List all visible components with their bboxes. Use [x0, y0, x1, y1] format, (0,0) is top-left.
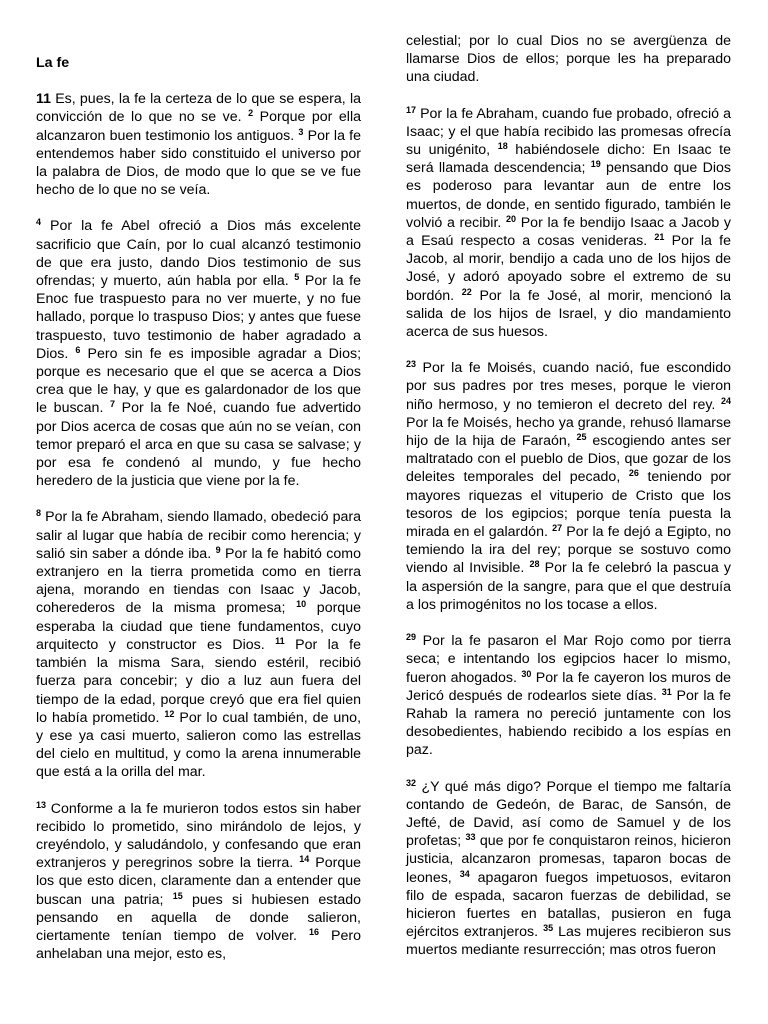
paragraph [406, 32, 731, 87]
left-column [36, 32, 361, 981]
verse-text: teniendo por mayores riquezas el vituperio de Cristo que los tesoros de los egipcios; porque tenía puesta la mirada en el galardón. [406, 469, 731, 541]
verse-text: Por la fe Moisés, hecho ya grande, rehusó llamarse hijo de la hija de Faraón, [406, 414, 731, 450]
paragraph [406, 778, 731, 960]
paragraph [406, 105, 731, 342]
verse-text: pensando que Dios es poderoso para levantar aun de entre los muertos, de donde, en sentido figurado, también le volvió a recibir. [406, 160, 731, 231]
verse-text: escogiendo antes ser maltratado con el pueblo de Dios, que gozar de los deleites temporales del pecado, [406, 433, 731, 486]
verse-text: ¿Y qué más digo? Porque el tiempo me faltaría contando de Gedeón, de Barac, de Sansón, de Jefté, de David, así como de Samuel y de los profetas; [406, 778, 731, 850]
verse-text: . [99, 400, 111, 417]
right-column [406, 32, 731, 978]
paragraph [36, 508, 361, 781]
verse-text: Por la fe José, al morir, mencionó la salida de los hijos de Israel, y dio mandamiento acerca de sus huesos. [406, 287, 731, 341]
verse-text: habiéndosele dicho: En Isaac te será llamada descendencia; [406, 142, 731, 177]
verse-text: Por la fe Moisés, cuando nació, fue escondido por sus padres por tres meses, porque le vieron niño hermoso, y no temieron el decreto del rey. [406, 360, 731, 413]
verse-text: . [237, 109, 249, 126]
verse-text: Porque por ella alcanzaron buen testimonio los antiguos. [36, 109, 361, 144]
verse-text: porque esperaba la ciudad que tiene fundamentos, cuyo arquitecto y constructor es Dios. [36, 600, 361, 653]
verse-number: 32 [406, 777, 417, 788]
verse-text: celestial; por lo cual Dios no se avergüenza de llamarse Dios de ellos; porque les ha preparado una ciudad. [406, 33, 731, 86]
verse-text: Por la fe también la misma Sara, siendo estéril, recibió fuerza para concebir; y dio a luz aun fuera del tiempo de la edad, porque creyó que era fiel quien lo había prometido. [36, 636, 362, 726]
verse-number: 22 [461, 286, 472, 297]
verse-number: 8 [36, 508, 42, 519]
verse-text: Es, pues, la fe la certeza de lo que se espera, la convicción de lo que no se ve [36, 91, 361, 126]
verse-number: 21 [654, 232, 665, 243]
verse-text: Porque los que esto dicen, claramente dan a entender que buscan una patria; [36, 855, 361, 908]
paragraph [406, 632, 731, 759]
verse-number: 25 [576, 432, 587, 443]
verse-number: 11 [275, 635, 285, 646]
verse-number: 14 [299, 854, 310, 865]
verse-number: 24 [720, 395, 731, 406]
verse-number: 29 [406, 632, 417, 643]
verse-number: 6 [75, 344, 81, 355]
verse-text: que por fe conquistaron reinos, hicieron justicia, alcanzaron promesas, taparon bocas de leones, [406, 833, 731, 886]
verse-number: 28 [529, 559, 540, 570]
verse-text: Por la fe Noé, cuando fue advertido por Dios acerca de cosas que aún no se veían, con temor preparó el arca en que su casa se salvase; y por esa fe condenó al mundo, y fue hecho heredero de la justicia que viene por la fe. [36, 400, 362, 490]
verse-text: Por la fe habitó como extranjero en la tierra prometida como en tierra ajena, morando en tiendas con Isaac y Jacob, coherederos de la misma promesa; [36, 545, 361, 617]
verse-number: 7 [110, 399, 116, 410]
verse-text: Por la fe cayeron los muros de Jericó después de rodearlos siete días. [406, 669, 731, 704]
verse-number: 16 [308, 926, 319, 937]
verse-number: 30 [521, 668, 532, 679]
paragraph [36, 800, 361, 964]
verse-number: 10 [296, 599, 307, 610]
verse-number: 5 [294, 272, 300, 283]
verse-text: Por la fe entendemos haber sido constituido el universo por la palabra de Dios, de modo que lo que se ve fue hecho de lo que no se veía. [36, 127, 362, 199]
verse-text: pues si hubiesen estado pensando en aquella de donde salieron, ciertamente tenían tiempo de volver. [36, 891, 361, 944]
verse-text: Las mujeres recibieron sus muertos mediante resurrección; mas otros fueron [406, 924, 731, 959]
page-title: La fe [36, 55, 70, 71]
verse-text: Por la fe dejó a Egipto, no temiendo la ira del rey; porque se sostuvo como viendo al Invisible. [406, 524, 731, 577]
paragraph [36, 90, 361, 199]
verse-number: 20 [506, 213, 517, 224]
verse-number: 17 [406, 104, 417, 115]
verse-number: 34 [459, 868, 470, 879]
verse-number: 27 [552, 523, 563, 534]
verse-number: 2 [248, 108, 254, 119]
verse-text: Por la fe Abraham, cuando fue probado, ofreció a Isaac; y el que había recibido las promesas ofrecía su unigénito, [406, 105, 731, 159]
paragraph [36, 217, 361, 490]
verse-text: apagaron fuegos impetuosos, evitaron filo de espada, sacaron fuerzas de debilidad, se hicieron fuertes en batallas, pusieron en fuga ejércitos extranjeros. [406, 869, 731, 941]
verse-number: 4 [36, 217, 42, 228]
verse-number: 31 [661, 686, 672, 697]
verse-text: Por lo cual también, de uno, y ese ya casi muerto, salieron como las estrellas del cielo en multitud, y como la arena innumerable que está a la orilla del mar. [36, 709, 362, 781]
verse-text: Pero anhelaban una mejor, esto es, [36, 927, 361, 963]
verse-number: 9 [215, 544, 221, 555]
verse-text: Conforme a la fe murieron todos estos sin haber recibido lo prometido, sino mirándolo de lejos, y creyéndolo, y saludándolo, y confesando que eran extranjeros y peregrinos sobre la tierra. [36, 800, 361, 872]
verse-number: 3 [298, 126, 304, 137]
paragraph [406, 359, 731, 614]
verse-text: Por la fe Rahab la ramera no pereció juntamente con los desobedientes, habiendo recibido a los espías en paz. [406, 687, 731, 759]
verse-number: 23 [406, 359, 417, 370]
verse-text: Por la fe celebró la pascua y la aspersión de la sangre, para que el que destruía a los primogénitos no los tocase a ellos. [406, 560, 731, 613]
verse-number: 35 [543, 923, 554, 934]
verse-text: Por la fe Abel ofreció a Dios más excelente sacrificio que Caín, por lo cual alcanzó testimonio de que era justo, dando Dios testimonio de sus ofrendas; y muerto, aún habla por ella. [36, 218, 361, 290]
verse-text: Por la fe pasaron el Mar Rojo como por tierra seca; e intentando los egipcios hacer lo mismo, fueron ahogados. [406, 633, 731, 686]
verse-text: Por la fe Enoc fue traspuesto para no ver muerte, y no fue hallado, porque lo traspuso Dios; y antes que fuese traspuesto, tuvo testimonio de haber agradado a Dios. [36, 273, 361, 362]
verse-text: Por la fe Abraham, siendo llamado, obedeció para salir al lugar que había de recibir como herencia; y salió sin saber a dónde iba. [36, 509, 361, 562]
verse-number: 13 [36, 799, 47, 810]
verse-number: 15 [172, 890, 183, 901]
chapter-number: 11 [36, 91, 51, 108]
verse-text: Por la fe Jacob, al morir, bendijo a cada uno de los hijos de José, y adoró apoyado sobre el extremo de su bordón. [406, 233, 731, 304]
verse-number: 12 [164, 708, 175, 719]
verse-text: Por la fe bendijo Isaac a Jacob y a Esaú respecto a cosas venideras. [406, 214, 731, 250]
verse-number: 26 [628, 468, 639, 479]
verse-number: 33 [465, 832, 476, 843]
verse-number: 18 [497, 141, 508, 152]
verse-number: 19 [590, 159, 601, 170]
verse-text: Pero sin fe es imposible agradar a Dios; porque es necesario que el que se acerca a Dios crea que le hay, y que es galardonador de los que le buscan [36, 345, 362, 417]
